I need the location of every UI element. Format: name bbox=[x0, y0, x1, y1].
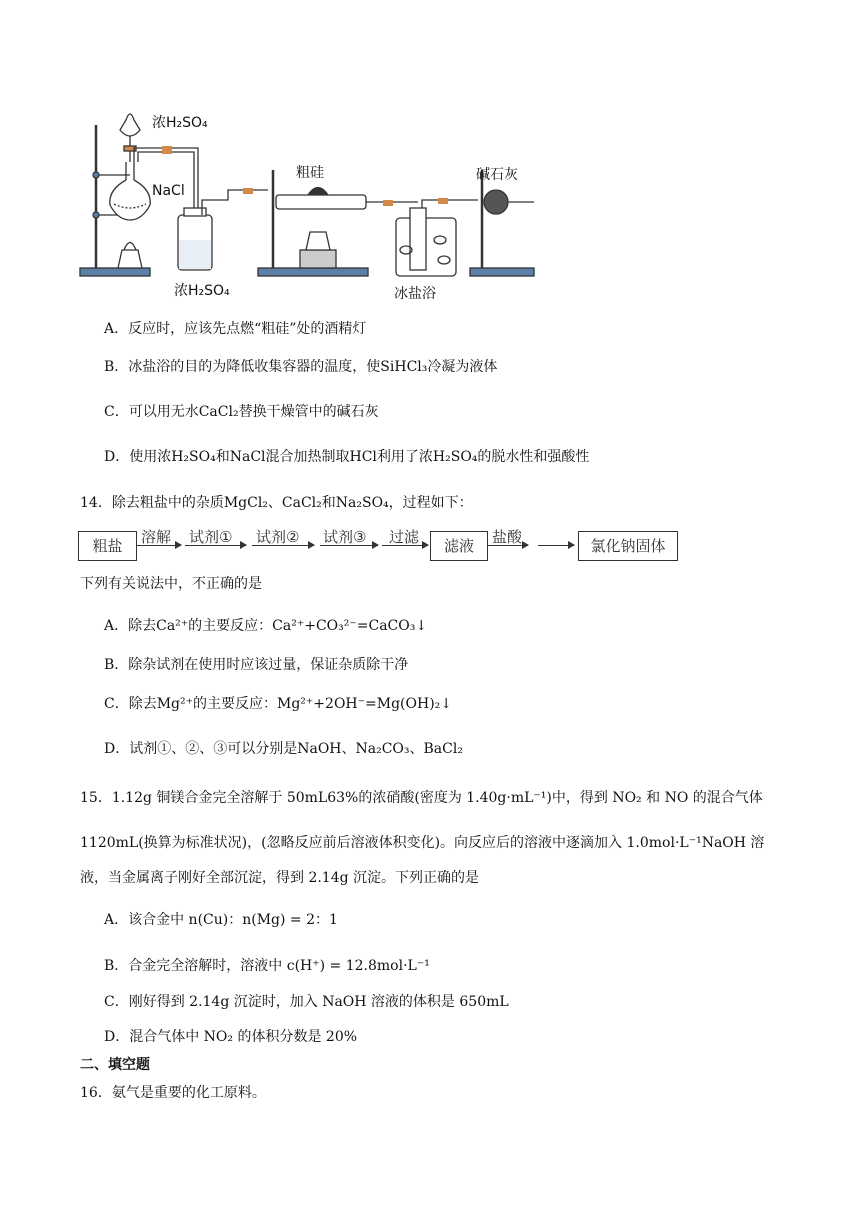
label-conc-sulfuric-bottom: 浓H₂SO₄ bbox=[174, 283, 230, 299]
label-soda-lime: 碱石灰 bbox=[476, 167, 518, 183]
q13-option-c: C．可以用无水CaCl₂替换干燥管中的碱石灰 bbox=[104, 404, 379, 420]
q16-stem: 16．氨气是重要的化工原料。 bbox=[80, 1085, 266, 1101]
q14-flowchart bbox=[78, 526, 718, 566]
flow-arrow-7 bbox=[538, 545, 574, 546]
q14-option-b: B．除杂试剂在使用时应该过量，保证杂质除干净 bbox=[104, 657, 409, 673]
q15-line-2: 1120mL(换算为标准状况)，(忽略反应前后溶液体积变化)。向反应后的溶液中逐滴加入 1.0mol·L⁻¹NaOH 溶 bbox=[80, 835, 765, 851]
q15-option-a: A．该合金中 n(Cu)：n(Mg) = 2：1 bbox=[104, 912, 338, 928]
section-heading-fill-in: 二、填空题 bbox=[80, 1057, 150, 1073]
label-crude-silicon: 粗硅 bbox=[296, 165, 324, 181]
flow-step-filter: 过滤 bbox=[389, 528, 420, 546]
label-ice-salt-bath: 冰盐浴 bbox=[394, 286, 436, 302]
flow-step-dissolve: 溶解 bbox=[141, 528, 172, 546]
q13-option-b: B．冰盐浴的目的为降低收集容器的温度，使SiHCl₃冷凝为液体 bbox=[104, 359, 498, 375]
q14-option-d: D．试剂①、②、③可以分别是NaOH、Na₂CO₃、BaCl₂ bbox=[104, 741, 463, 757]
q15-line-1: 15．1.12g 铜镁合金完全溶解于 50mL63%的浓硝酸(密度为 1.40g·mL⁻¹)中，得到 NO₂ 和 NO 的混合气体 bbox=[80, 790, 763, 806]
label-conc-sulfuric-top: 浓H₂SO₄ bbox=[152, 115, 208, 131]
q14-question: 下列有关说法中，不正确的是 bbox=[80, 576, 262, 592]
flow-box-crude-salt: 粗盐 bbox=[78, 531, 137, 561]
flow-step-hydrochloric-acid: 盐酸 bbox=[492, 528, 523, 546]
q13-option-d: D．使用浓H₂SO₄和NaCl混合加热制取HCl利用了浓H₂SO₄的脱水性和强酸性 bbox=[104, 449, 590, 465]
flow-box-nacl-solid: 氯化钠固体 bbox=[578, 531, 678, 561]
q14-option-c: C．除去Mg²⁺的主要反应：Mg²⁺+2OH⁻=Mg(OH)₂↓ bbox=[104, 696, 453, 712]
label-nacl: NaCl bbox=[152, 183, 185, 199]
q13-option-a: A．反应时，应该先点燃“粗硅”处的酒精灯 bbox=[104, 321, 367, 337]
q15-line-3: 液，当金属离子刚好全部沉淀，得到 2.14g 沉淀。下列正确的是 bbox=[80, 870, 480, 886]
apparatus-drawing bbox=[78, 100, 538, 305]
flow-box-filtrate: 滤液 bbox=[430, 531, 488, 561]
q15-option-c: C．刚好得到 2.14g 沉淀时，加入 NaOH 溶液的体积是 650mL bbox=[104, 994, 509, 1010]
flow-step-reagent-3: 试剂③ bbox=[323, 528, 367, 546]
q15-option-d: D．混合气体中 NO₂ 的体积分数是 20% bbox=[104, 1029, 358, 1045]
flow-step-reagent-1: 试剂① bbox=[189, 528, 233, 546]
apparatus-figure bbox=[78, 100, 538, 305]
q14-option-a: A．除去Ca²⁺的主要反应：Ca²⁺+CO₃²⁻=CaCO₃↓ bbox=[104, 618, 428, 634]
flow-step-reagent-2: 试剂② bbox=[256, 528, 300, 546]
q14-stem: 14．除去粗盐中的杂质MgCl₂、CaCl₂和Na₂SO₄，过程如下： bbox=[80, 495, 473, 511]
q15-option-b: B．合金完全溶解时，溶液中 c(H⁺) = 12.8mol·L⁻¹ bbox=[104, 958, 430, 974]
